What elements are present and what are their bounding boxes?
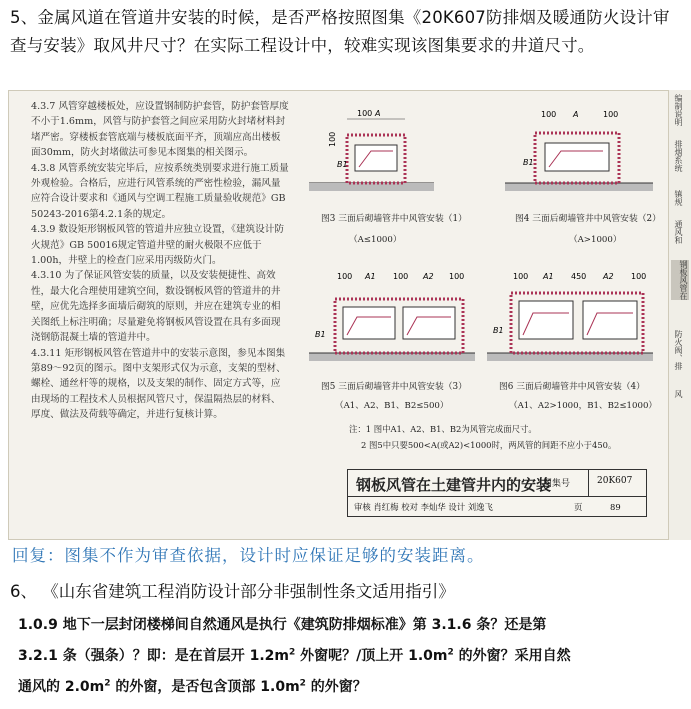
- article-line-1: 1.0.9 地下一层封闭楼梯间自然通风是执行《建筑防排烟标准》第 3.1.6 条？还是第: [18, 617, 547, 633]
- atlas-number-cell: [543, 470, 647, 496]
- fig3-dim-B1: B1: [337, 160, 348, 169]
- article-line-2: 3.2.1 条（强条）？即：是在首层开 $1.2m^2$ 外窗呢？/顶上开 $1.0m^2$ 的外窗？采用自然: [18, 647, 571, 664]
- para-4-3-11: 4.3.11 矩形钢板风管在管道井中的安装示意图，参见本图集第89～92页的图示。图中支架形式仅为示意，支架的型材、螺栓、通丝杆等的规格，以及支架的制作、固定方式等，应由现场的工程技术人员根据风管尺寸，保温隔热层的材料、厚度、做法及荷载等确定，并进行复核计算。: [31, 347, 286, 421]
- figure-notes: [349, 421, 616, 453]
- side-tab-1: 编制说明: [674, 94, 683, 126]
- reply-text: 回复：图集不作为审查依据，设计时应保证足够的安装距离。: [12, 546, 485, 565]
- fig6-dim-A1: A1: [543, 272, 554, 281]
- figure-3-caption: 图3 三面后砌墙管井中风管安装（1）: [321, 214, 467, 224]
- question-6: [10, 578, 455, 602]
- signature-text: 审核 肖红梅 校对 李灿华 设计 刘逸飞: [354, 502, 493, 512]
- figure-5-caption: 图5 三面后砌墙管井中风管安装（3）: [321, 382, 467, 392]
- para-4-3-9: 4.3.9 数设矩形钢板风管的管道井应独立设置，《建筑设计防火规范》GB 50016规定管道井壁的耐火极限不应低于1.00h，井壁上的检查门应采用丙级防火门。: [31, 224, 284, 267]
- side-tab-4: 通风和: [674, 220, 683, 244]
- fig3-dim-100: 100: [357, 109, 373, 118]
- atlas-text-column: [31, 99, 289, 423]
- figure-6-drawing: [487, 267, 657, 375]
- figure-3-drawing: [309, 105, 439, 205]
- atlas-label: 图集号: [543, 479, 571, 489]
- atlas-page-scan: [8, 90, 670, 540]
- fig5-dim-100b: 100: [393, 272, 409, 281]
- question-5: 5、金属风道在管道井安装的时候，是否严格按照图集《20K607防排烟及暖通防火设计审查与安装》取风井尺寸？在实际工程设计中，较难实现该图集要求的井道尺寸。: [10, 8, 670, 55]
- article-1-0-9: [18, 610, 678, 703]
- fig5-dim-100c: 100: [449, 272, 465, 281]
- figure-5-drawing: [309, 267, 479, 375]
- fig3-dim-A: A: [375, 109, 381, 118]
- figure-3-condition: （A≤1000）: [349, 235, 402, 245]
- figure-4-condition: （A>1000）: [569, 235, 622, 245]
- figure-5-condition: （A1、A2、B1、B2≤500）: [335, 401, 449, 411]
- side-tab-3: 镇规: [674, 190, 683, 206]
- fig6-dim-450: 450: [571, 272, 587, 281]
- fig6-dim-100c: 100: [631, 272, 647, 281]
- fig5-dim-B1: B1: [315, 330, 326, 339]
- atlas-side-tabs: [668, 90, 691, 540]
- fig4-dim-B1: B1: [523, 158, 534, 167]
- fig5-dim-100a: 100: [337, 272, 353, 281]
- figure-6-caption: 图6 三面后砌墙管井中风管安装（4）: [499, 382, 645, 392]
- para-4-3-7: 4.3.7 风管穿越楼板处，应设置钢制防护套管，防护套管厚度不小于1.6mm，风管与防护套管之间应采用防火封堵材料封堵严密。穿楼板套管底端与楼板底面平齐，顶端应高出楼板面30mm，防火封堵做法可参见本图集的相关图示。: [31, 101, 289, 159]
- signature-row: [348, 496, 646, 517]
- fig4-dim-100: 100: [541, 110, 557, 119]
- para-4-3-8: 4.3.8 风管系统安装完毕后，应按系统类别要求进行施工质量外观检验。合格后，应进行风管系统的严密性检验，漏风量应符合设计要求和《通风与空调工程施工质量验收规范》GB 50243-2016第4.2.1条的规定。: [31, 162, 289, 220]
- figure-6-condition: （A1、A2>1000，B1、B2≤1000）: [509, 401, 658, 411]
- side-tab-7: 风: [674, 390, 683, 398]
- atlas-number: 20K607: [597, 476, 633, 486]
- fig5-dim-A1: A1: [365, 272, 376, 281]
- fig6-dim-A2: A2: [603, 272, 614, 281]
- fig4-dim-100b: 100: [603, 110, 619, 119]
- figure-4-drawing: [505, 105, 655, 205]
- side-tab-2: 排烟系统: [674, 140, 683, 172]
- question-6-number: 6、: [10, 582, 37, 601]
- note-1: 注：1 图中A1、A2、B1、B2为风管完成面尺寸。: [349, 424, 537, 434]
- fig3-dim-100b: 100: [328, 131, 337, 147]
- question-6-title: 《山东省建筑工程消防设计部分非强制性条文适用指引》: [42, 582, 455, 601]
- article-line-3: 通风的 $2.0m^2$ 的外窗，是否包含顶部 $1.0m^2$ 的外窗？: [18, 678, 367, 695]
- title-block: [347, 469, 647, 517]
- atlas-page-title: 钢板风管在土建管井内的安装: [356, 476, 552, 494]
- side-tab-5: 钢板风管在: [671, 260, 689, 300]
- note-2: 2 图5中只要500<A(或A2)<1000时，两风管的间距不应小于450。: [361, 440, 617, 450]
- para-4-3-10: 4.3.10 为了保证风管安装的质量，以及安装便捷性、高效性，最大化合理使用建筑空间，数设钢板风管的管道井的井壁，应优先选择多面墙后砌筑的原则，并应在建筑专业的相关图纸上标注明确；尽量避免将钢板风管设置在具有多面现浇钢筋混凝土墙的管道井中。: [31, 270, 281, 344]
- page-label: 页: [574, 502, 583, 512]
- fig5-dim-A2: A2: [423, 272, 434, 281]
- fig6-dim-B1: B1: [493, 326, 504, 335]
- fig4-dim-A: A: [573, 110, 579, 119]
- page-number: 89: [610, 502, 621, 512]
- side-tab-6: 防火阀、排: [674, 330, 683, 370]
- figure-4-caption: 图4 三面后砌墙管井中风管安装（2）: [515, 214, 661, 224]
- fig6-dim-100a: 100: [513, 272, 529, 281]
